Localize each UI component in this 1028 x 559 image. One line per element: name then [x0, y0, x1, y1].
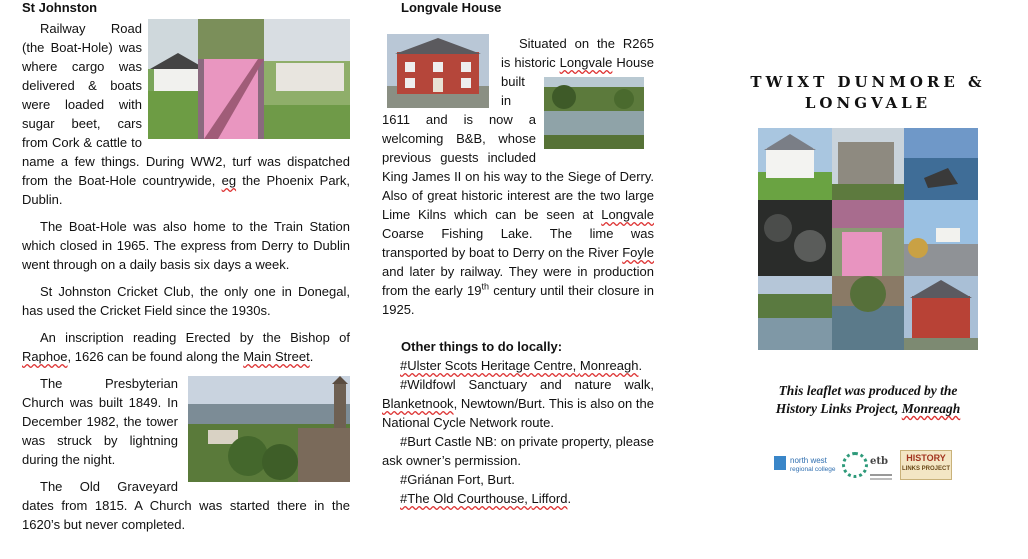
paragraph-inscription: An inscription reading Erected by the Bishop of Raphoe, 1626 can be found along the Main Street.: [22, 330, 350, 364]
railway-collage-image: [148, 19, 350, 139]
lake-image: [544, 77, 644, 149]
list-item: #Wildfowl Sanctuary and nature walk, Blanketnook, Newtown/Burt. This is also on the National Cycle Network route.: [382, 377, 654, 430]
lime-kiln-lake-photo: [544, 77, 644, 149]
etb-logo: etb: [870, 452, 892, 478]
paragraph-old-graveyard: The Old Graveyard dates from 1815. A Church was started there in the 1620’s but never completed.: [22, 479, 350, 532]
north-west-college-logo: north west regional college: [774, 452, 838, 478]
list-item: #Ulster Scots Heritage Centre, Monreagh.: [400, 358, 643, 373]
church-photo: [188, 376, 350, 482]
paragraph-railway-road: Railway Road (the Boat-Hole) was where cargo was delivered & boats were loaded with sugar beet, cars from Cork & cattle to name a few things. During WW2, turf was dispatched from the Boat-Hole countrywide, eg the Phoenix Park, Dublin.: [22, 21, 350, 207]
photo-mosaic: [758, 128, 978, 350]
column-st-johnston: [22, 0, 350, 542]
paragraph-presbyterian: The Presbyterian Church was built 1849. In December 1982, the tower was struck by lightning during the night.: [22, 374, 350, 469]
things-to-do-list: [382, 356, 654, 508]
other-things-heading: Other things to do locally:: [401, 339, 563, 354]
column-cover: [724, 0, 1012, 480]
longvale-house-image: [387, 34, 489, 108]
longvale-house-photo: [387, 34, 489, 108]
section-heading-st-johnston: St Johnston: [22, 0, 98, 15]
nwrc-icon: [774, 456, 786, 470]
paragraph-train-station: The Boat-Hole was also home to the Train Station which closed in 1965. The express from Derry to Dublin went through on a daily basis six days a week.: [22, 219, 350, 272]
column-longvale: [382, 0, 654, 508]
paragraph-cricket-club: St Johnston Cricket Club, the only one in Donegal, has used the Cricket Field since the 1930s.: [22, 284, 350, 318]
list-item: #The Old Courthouse, Lifford.: [400, 491, 572, 506]
paragraph-longvale-house: Situated on the R265 is historic Longvale House built in 1611 and is now a welcoming B&B, whose previous guests included King James II on his way to the Siege of Derry. Also of great historic interest are the two large Lime Kilns which can be seen at Longvale Coarse Fishing Lake. The lime was transported by boat to Derry on the River Foyle and later by railway. They were in production from the early 19th century until their closure in 1925.: [382, 36, 654, 317]
sponsor-logos: [724, 450, 1012, 480]
section-heading-longvale: Longvale House: [401, 0, 502, 15]
credit-text: This leaflet was produced by the History Links Project, Monreagh: [775, 383, 961, 416]
spiral-logo: [842, 452, 868, 478]
mosaic-image: [758, 128, 978, 350]
church-image: [188, 376, 350, 482]
railway-photo-collage: [148, 19, 350, 139]
leaflet-title: TWIXT DUNMORE & LONGVALE: [750, 73, 986, 112]
history-links-logo: HISTORY LINKS PROJECT: [900, 450, 952, 480]
list-item: #Burt Castle NB: on private property, please ask owner’s permission.: [382, 434, 654, 468]
list-item: #Griánan Fort, Burt.: [400, 472, 515, 487]
